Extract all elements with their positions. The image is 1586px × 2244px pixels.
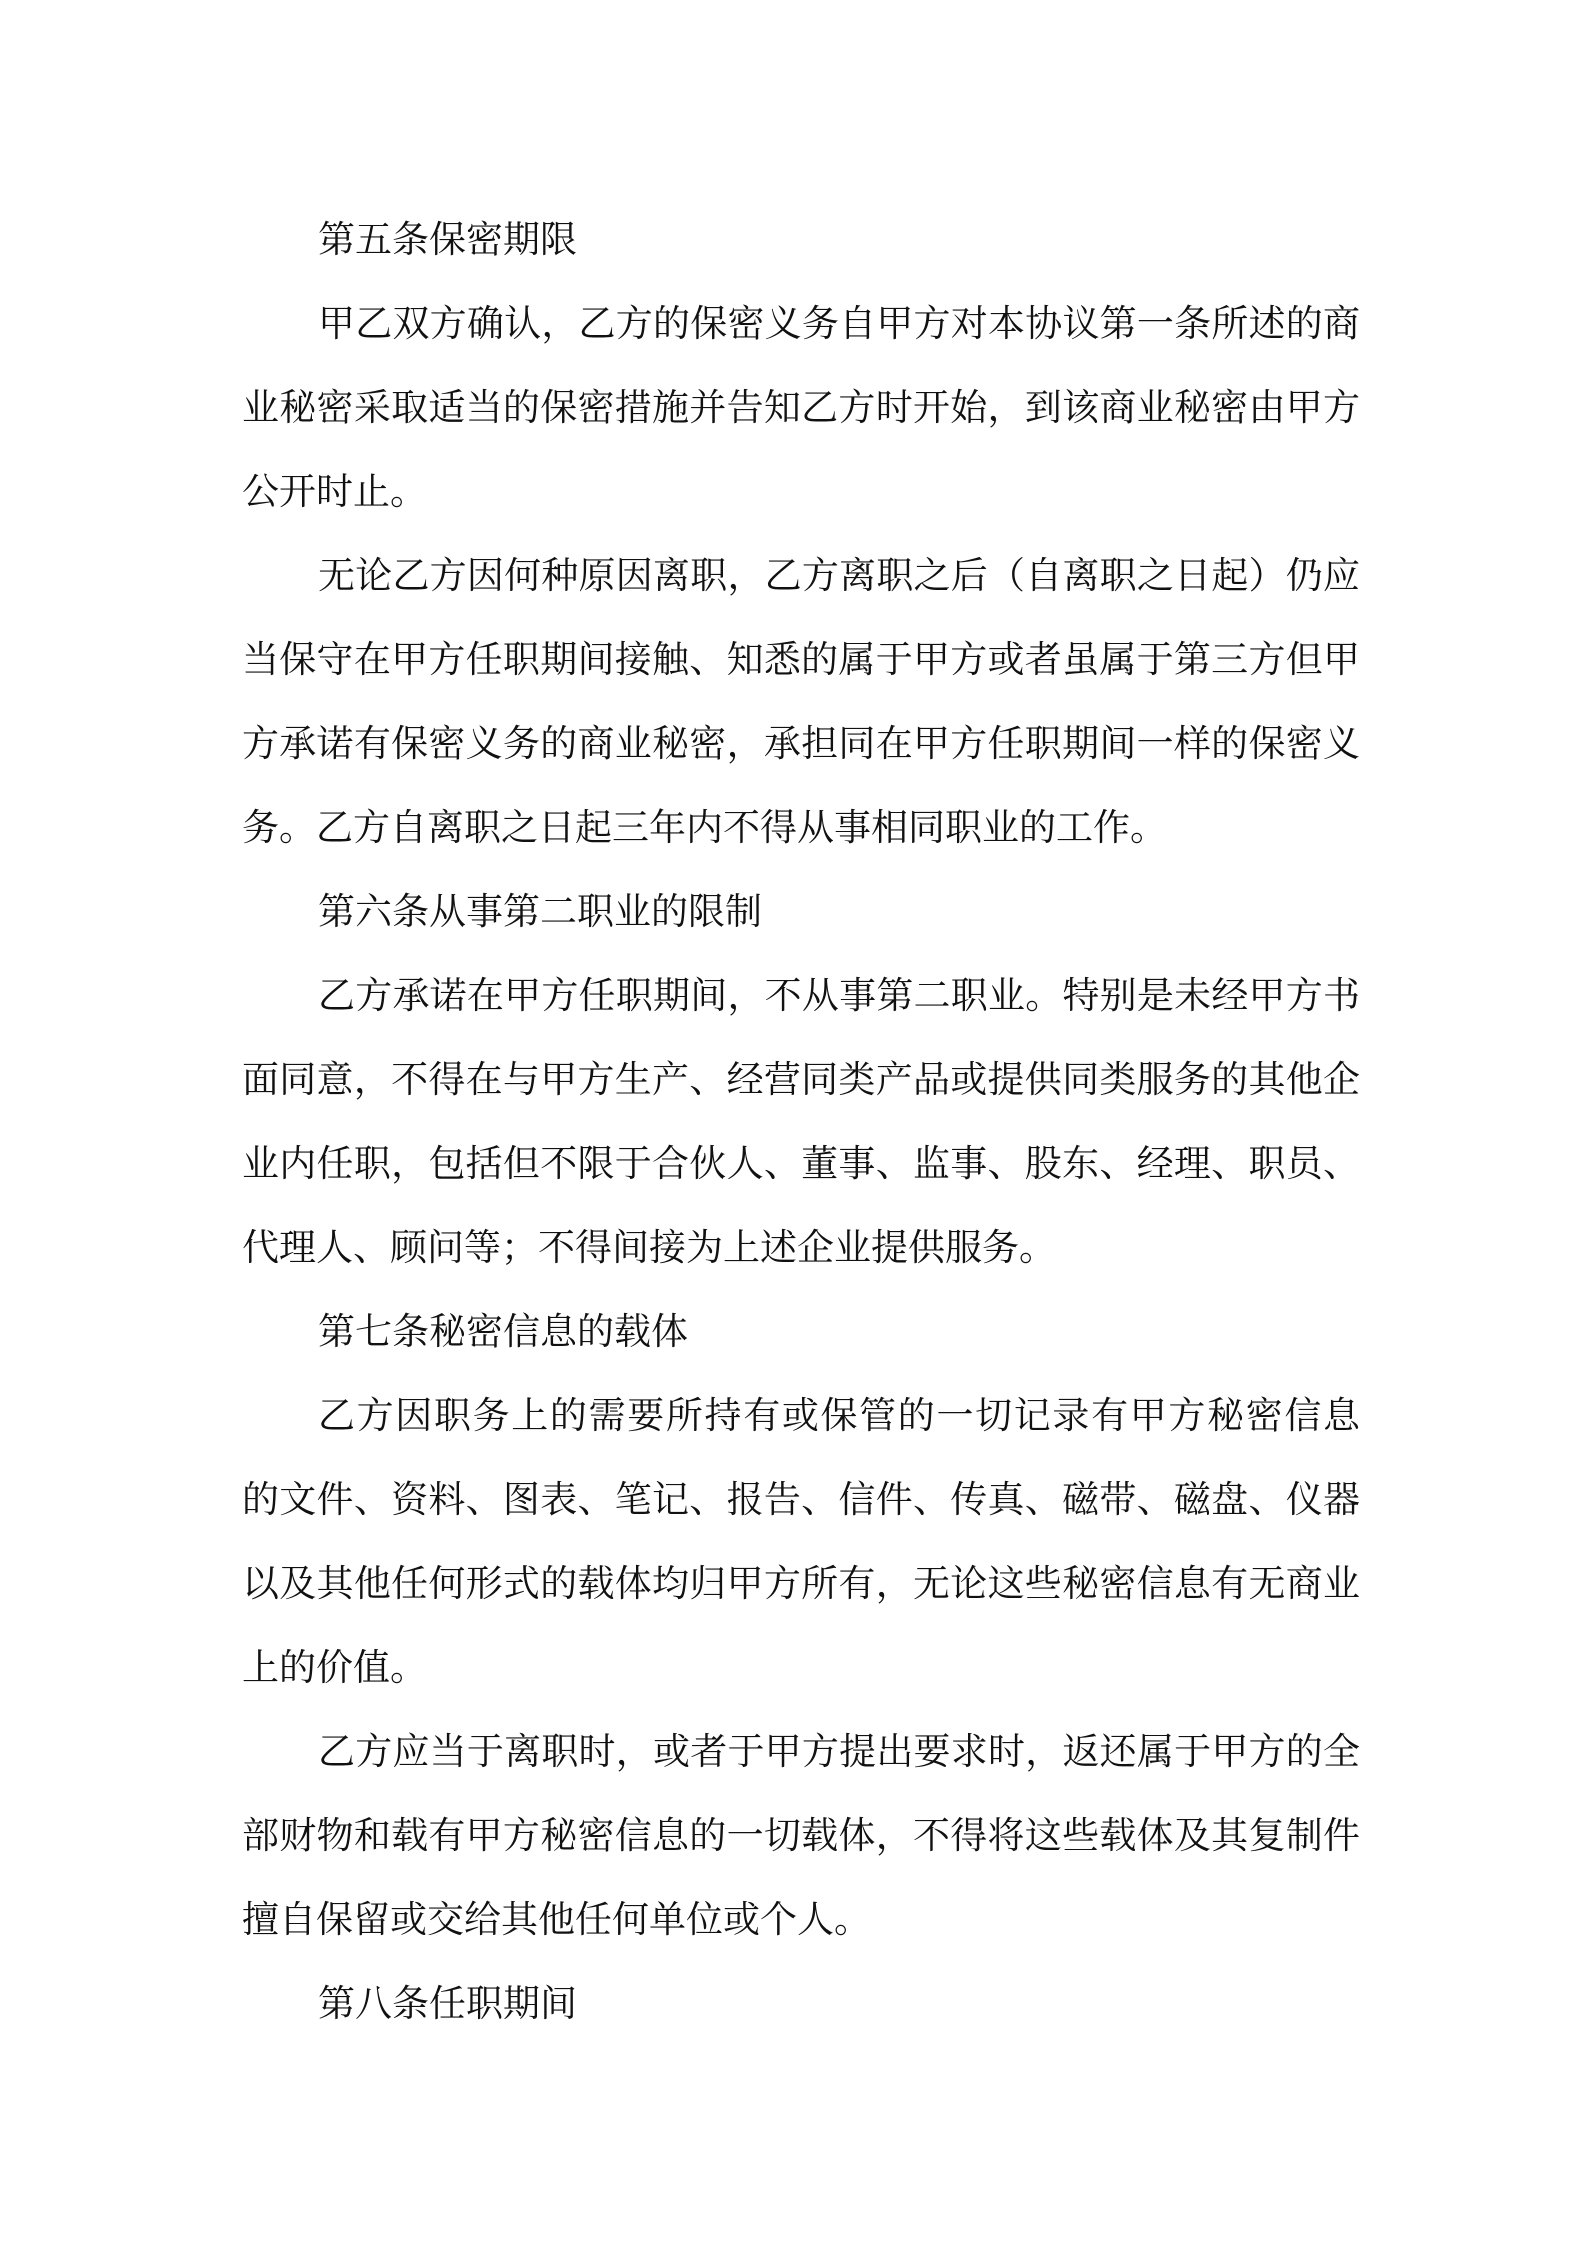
- paragraph-line: 上的价值。: [242, 1646, 427, 1689]
- paragraph-line: 的文件、资料、图表、笔记、报告、信件、传真、磁带、磁盘、仪器: [242, 1478, 1360, 1521]
- paragraph-line: 方承诺有保密义务的商业秘密，承担同在甲方任职期间一样的保密义: [242, 722, 1360, 765]
- section-heading: 第七条秘密信息的载体: [318, 1310, 688, 1353]
- paragraph: [242, 282, 1360, 534]
- paragraph-line: 业秘密采取适当的保密措施并告知乙方时开始，到该商业秘密由甲方: [242, 386, 1360, 429]
- paragraph-line: 业内任职，包括但不限于合伙人、董事、监事、股东、经理、职员、: [242, 1142, 1360, 1185]
- paragraph-line: 乙方承诺在甲方任职期间，不从事第二职业。特别是未经甲方书: [318, 974, 1360, 1017]
- paragraph-line: 乙方因职务上的需要所持有或保管的一切记录有甲方秘密信息: [318, 1394, 1360, 1437]
- section-heading: 第五条保密期限: [318, 218, 577, 261]
- paragraph-line: 乙方应当于离职时，或者于甲方提出要求时，返还属于甲方的全: [318, 1730, 1360, 1773]
- paragraph-line: 面同意，不得在与甲方生产、经营同类产品或提供同类服务的其他企: [242, 1058, 1360, 1101]
- paragraph: [242, 534, 1360, 870]
- paragraph: [242, 1374, 1360, 1710]
- paragraph-line: 以及其他任何形式的载体均归甲方所有，无论这些秘密信息有无商业: [242, 1562, 1360, 1605]
- section-heading: 第八条任职期间: [318, 1982, 577, 2025]
- paragraph-line: 无论乙方因何种原因离职，乙方离职之后（自离职之日起）仍应: [318, 554, 1360, 597]
- paragraph-line: 公开时止。: [242, 470, 427, 513]
- section-heading: 第六条从事第二职业的限制: [318, 890, 762, 933]
- paragraph-line: 擅自保留或交给其他任何单位或个人。: [242, 1898, 871, 1941]
- paragraph-line: 甲乙双方确认，乙方的保密义务自甲方对本协议第一条所述的商: [318, 302, 1360, 345]
- paragraph: [242, 954, 1360, 1290]
- paragraph: [242, 1710, 1360, 1962]
- paragraph-line: 部财物和载有甲方秘密信息的一切载体，不得将这些载体及其复制件: [242, 1814, 1360, 1857]
- paragraph-line: 代理人、顾问等；不得间接为上述企业提供服务。: [242, 1226, 1056, 1269]
- document-body: [242, 198, 1360, 2046]
- paragraph-line: 当保守在甲方任职期间接触、知悉的属于甲方或者虽属于第三方但甲: [242, 638, 1360, 681]
- paragraph-line: 务。乙方自离职之日起三年内不得从事相同职业的工作。: [242, 806, 1167, 849]
